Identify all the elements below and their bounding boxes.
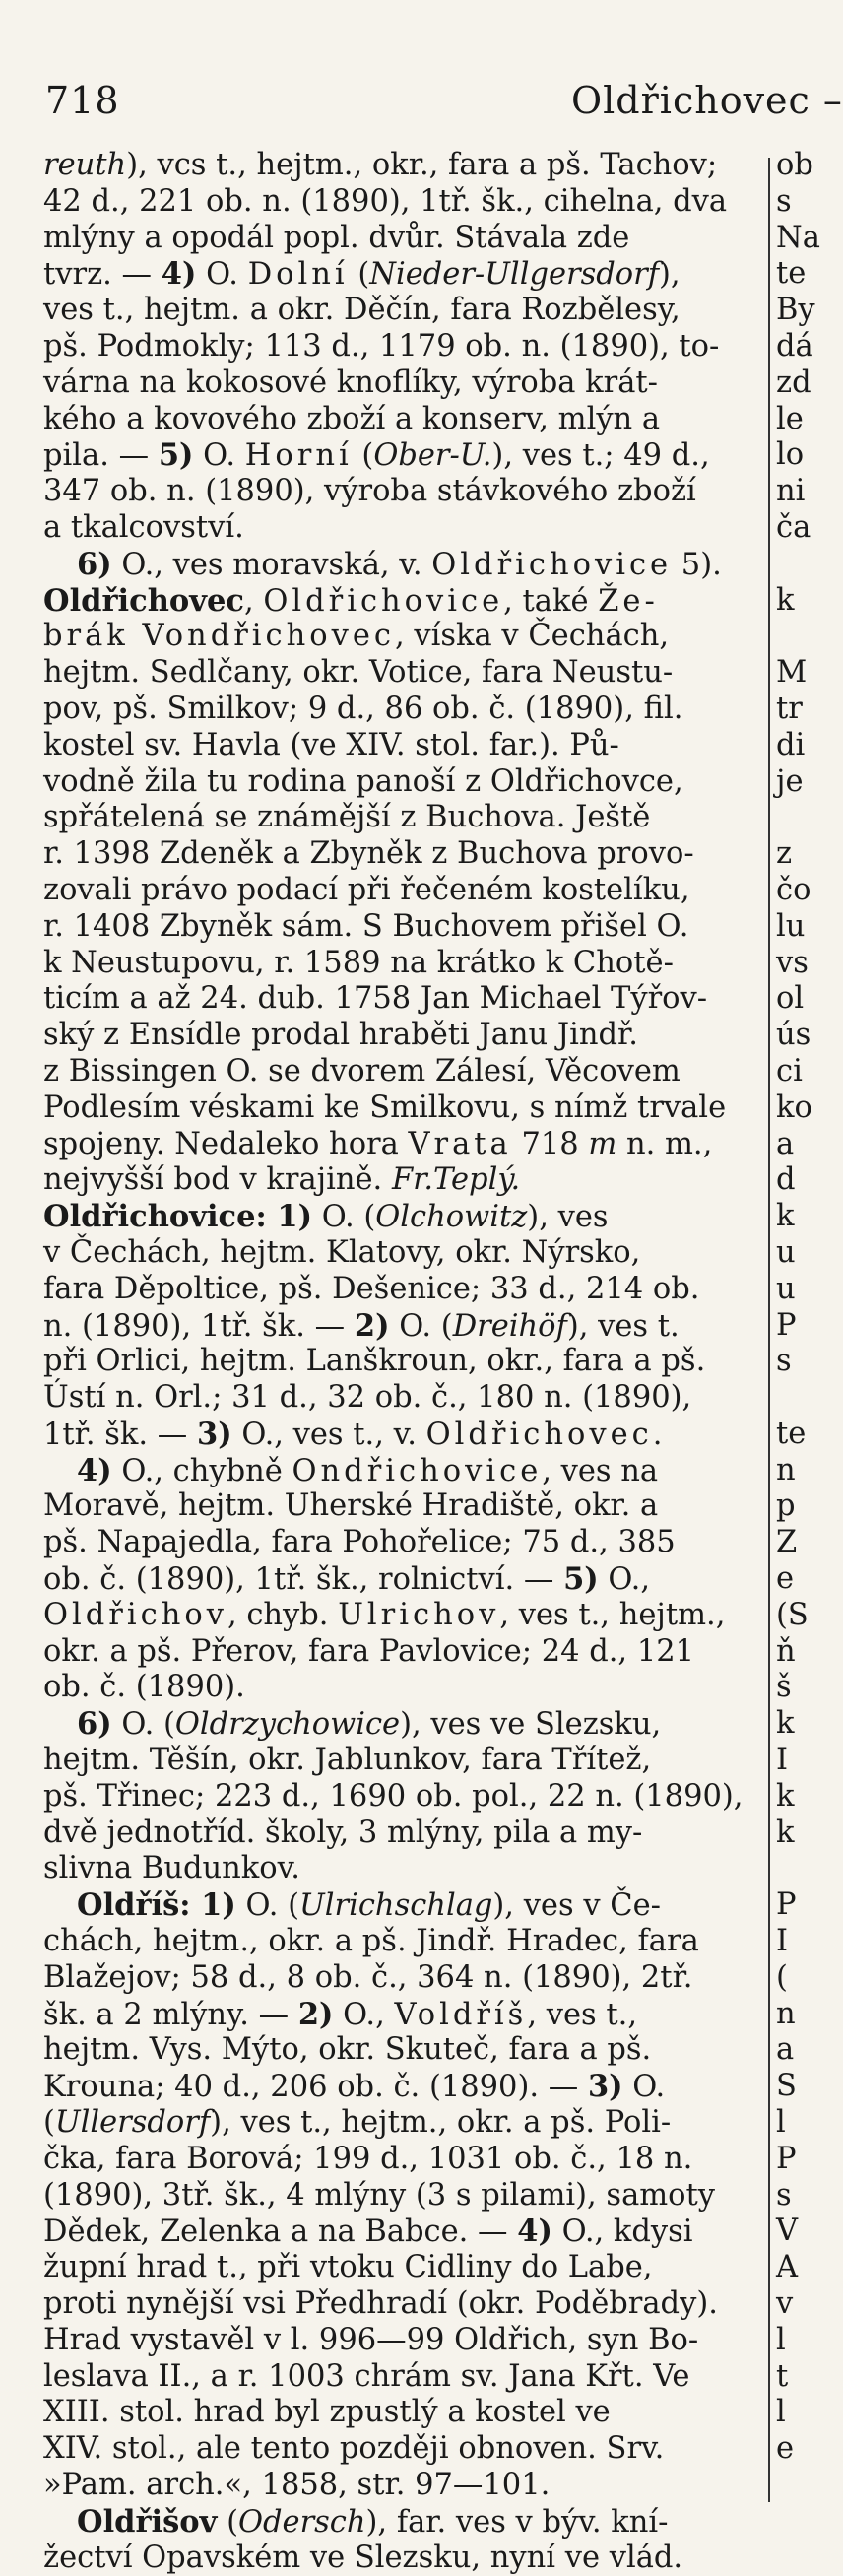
text-segment: , chyb. (227, 1597, 339, 1632)
text-segment: 3) (587, 2069, 623, 2105)
text-line (43, 1598, 760, 1634)
fragment-line: ob (776, 148, 813, 182)
text-line (43, 909, 760, 946)
fragment-line: p (776, 1488, 796, 1524)
text-line (43, 2142, 760, 2178)
fragment-line: ni (776, 474, 806, 509)
text-line (43, 2069, 760, 2105)
text-segment: v Čechách, hejtm. Klatovy, okr. Nýrsko, (43, 1234, 641, 1270)
text-segment: Oldrzychowice (174, 1707, 401, 1743)
text-line (43, 1453, 760, 1489)
fragment-line: ň (776, 1633, 796, 1669)
text-segment: , také (503, 583, 599, 619)
text-line (43, 800, 760, 836)
fragment-line: s (776, 183, 792, 219)
fragment-line: ús (776, 1018, 811, 1053)
text-segment: župní hrad t., při vtoku Cidliny do Labe, (43, 2250, 653, 2285)
text-segment: 5). (672, 547, 722, 582)
fragment-line: z (776, 836, 793, 872)
text-segment: O., chybně (111, 1453, 292, 1488)
text-segment: »Pam. arch.«, 1858, str. 97—101. (43, 2468, 551, 2502)
fragment-line: čo (776, 872, 811, 907)
text-segment: Blažejov; 58 d., 8 ob. č., 364 n. (1890), 2tř. (43, 1959, 693, 1995)
text-segment: chách, hejtm., okr. a pš. Jindř. Hradec, fara (43, 1924, 699, 1959)
text-line (43, 256, 760, 293)
text-line (43, 1344, 760, 1380)
text-line (43, 2359, 760, 2396)
fragment-line: (S (776, 1597, 809, 1632)
text-line (43, 583, 760, 620)
text-segment: čka, fara Borová; 199 d., 1031 ob. č., 18 n. (43, 2141, 693, 2176)
text-line (43, 692, 760, 728)
text-line (43, 2178, 760, 2214)
text-segment: ), (659, 257, 681, 293)
text-segment: ( (43, 2105, 55, 2141)
text-line (43, 184, 760, 221)
text-segment: Oldřichovec (425, 1417, 653, 1452)
fragment-line: š (776, 1670, 792, 1705)
text-line (43, 873, 760, 909)
text-segment: z Bissingen O. se dvorem Zálesí, Věcovem (43, 1053, 681, 1089)
text-line (43, 2213, 760, 2250)
text-segment: , (243, 583, 264, 619)
text-segment: pov, pš. Smilkov; 9 d., 86 ob. č. (1890), fil. (43, 691, 683, 726)
text-segment: šk. a 2 mlýny. — (43, 1997, 298, 2032)
text-line (43, 1743, 760, 1779)
text-segment: O., (333, 1997, 395, 2032)
text-segment: Voldříš (394, 1997, 528, 2032)
text-segment: pila. — (43, 438, 159, 474)
text-line (43, 1090, 760, 1127)
text-line (43, 619, 760, 655)
text-line (43, 1634, 760, 1671)
text-segment: O., kdysi (551, 2214, 693, 2250)
text-segment: 718 (511, 1126, 589, 1161)
text-segment: 2) (297, 1996, 334, 2032)
text-segment: XIII. stol. hrad byl zpustlý a kostel ve (43, 2395, 611, 2430)
text-segment: O. (196, 257, 248, 293)
text-line (43, 2468, 760, 2504)
fragment-line: je (776, 763, 804, 799)
text-line (43, 2032, 760, 2069)
text-line (43, 655, 760, 692)
text-segment: ), vcs t., hejtm., okr., fara a pš. Tachov; (126, 148, 718, 182)
fragment-line: dá (776, 328, 813, 363)
text-segment: k Neustupovu, r. 1589 na krátko k Chotě- (43, 945, 674, 980)
running-head: Oldřichovec – (571, 79, 843, 122)
fragment-line: ol (776, 981, 805, 1017)
fragment-line: k (776, 1778, 795, 1814)
text-segment: 4) (517, 2213, 552, 2250)
text-segment: várna na kokosové knoflíky, výroba krát- (43, 364, 658, 400)
text-segment: , víska v Čechách, (395, 619, 670, 654)
text-line (43, 1417, 760, 1453)
fragment-line: k (776, 1199, 795, 1234)
text-line (43, 1561, 760, 1598)
fragment-line: Na (776, 220, 820, 255)
text-segment: ( (352, 438, 374, 474)
text-segment: žectví Opavském ve Slezsku, nyní ve vlád. (43, 2540, 683, 2575)
text-segment: n. m., (616, 1126, 713, 1161)
text-segment: hejtm. Vys. Mýto, okr. Skuteč, fara a pš. (43, 2032, 652, 2068)
text-segment: zovali právo podací při řečeném kostelíku, (43, 872, 690, 907)
fragment-line: P (776, 1307, 797, 1343)
text-line (43, 1018, 760, 1054)
text-segment: 347 ob. n. (1890), výroba stávkového zboží (43, 474, 696, 509)
text-segment: Fr.Teplý. (391, 1162, 521, 1198)
text-segment: , ves t., (527, 1997, 638, 2032)
text-line (43, 1199, 760, 1235)
text-segment: pš. Třinec; 223 d., 1690 ob. pol., 22 n. (1890), (43, 1778, 744, 1814)
fragment-line: lu (776, 908, 806, 944)
text-line (43, 1162, 760, 1199)
fragment-line: a (776, 1126, 795, 1161)
text-segment: ( (348, 257, 370, 293)
text-segment: ), ves v Če- (492, 1888, 661, 1924)
text-line (43, 1924, 760, 1960)
fragment-line (776, 547, 811, 583)
text-segment: ob. č. (1890). (43, 1670, 245, 1705)
fragment-line (776, 1851, 811, 1887)
text-segment: ), ves t., hejtm., okr. a pš. Poli- (210, 2105, 672, 2141)
text-segment: 1tř. šk. — (43, 1417, 197, 1452)
fragment-line: zd (776, 364, 811, 400)
text-line (43, 946, 760, 982)
text-segment: Ullersdorf (54, 2105, 211, 2141)
text-line (43, 2286, 760, 2323)
text-line (43, 402, 760, 438)
text-segment: 3) (197, 1416, 232, 1452)
fragment-line: di (776, 727, 806, 762)
text-segment: proti nynější vsi Předhradí (okr. Poděbrady). (43, 2286, 718, 2322)
text-segment: při Orlici, hejtm. Lanškroun, okr., fara a pš. (43, 1344, 706, 1379)
text-segment: Ondřichovice (292, 1453, 543, 1488)
text-segment: r. 1408 Zbyněk sám. S Buchovem přišel O. (43, 908, 689, 944)
text-segment: ský z Ensídle prodal hraběti Janu Jindř. (43, 1018, 638, 1053)
fragment-line: s (776, 2177, 792, 2213)
column-divider (768, 158, 770, 2502)
fragment-line: l (776, 2105, 786, 2141)
text-line (43, 1525, 760, 1561)
text-line (43, 2395, 760, 2431)
text-segment: O., ves t., v. (231, 1417, 426, 1452)
fragment-line: v (776, 2286, 794, 2322)
text-segment: Hrad vystavěl v l. 996—99 Oldřich, syn Bo- (43, 2322, 699, 2357)
fragment-line (776, 619, 811, 655)
page-header (0, 0, 843, 148)
text-segment: okr. a pš. Přerov, fara Pavlovice; 24 d., 121 (43, 1633, 695, 1669)
text-segment: ), ves t. (566, 1308, 680, 1344)
fragment-line: k (776, 1815, 795, 1850)
text-line (43, 1127, 760, 1163)
text-segment: pš. Podmokly; 113 d., 1179 ob. n. (1890), to- (43, 328, 720, 363)
fragment-line: P (776, 2141, 797, 2176)
text-segment: Vrata (408, 1126, 512, 1161)
fragment-line: S (776, 2069, 797, 2104)
text-line (43, 1054, 760, 1090)
text-segment: ), ves ve Slezsku, (400, 1707, 662, 1743)
fragment-line: ci (776, 1053, 803, 1089)
text-segment: spojeny. Nedaleko hora (43, 1126, 409, 1161)
fragment-line: u (776, 1271, 796, 1306)
text-segment: Ústí n. Orl.; 31 d., 32 ob. č., 180 n. (1890), (43, 1380, 692, 1416)
text-line (43, 1779, 760, 1816)
text-line (43, 365, 760, 402)
text-segment: pš. Napajedla, fara Pohořelice; 75 d., 385 (43, 1525, 676, 1560)
text-line (43, 2250, 760, 2286)
text-line (43, 1997, 760, 2033)
right-column-fragment (776, 148, 820, 2468)
text-segment: spřátelená se známější z Buchova. Ještě (43, 800, 651, 835)
text-line (43, 2541, 760, 2576)
text-segment: 42 d., 221 ob. n. (1890), 1tř. šk., cihelna, dva (43, 183, 728, 219)
left-column-text (43, 148, 760, 2576)
text-segment: m (588, 1126, 617, 1161)
text-segment: ves t., hejtm. a okr. Děčín, fara Rozbělesy, (43, 293, 681, 328)
fragment-line: Z (776, 1525, 798, 1560)
text-segment: tvrz. — (43, 257, 162, 293)
fragment-line: I (776, 1924, 789, 1959)
text-segment: Nieder-Ullgersdorf (369, 257, 660, 293)
text-segment: O. ( (389, 1308, 453, 1344)
text-segment: Že- (598, 583, 659, 619)
text-line (43, 2504, 760, 2541)
text-line (43, 1488, 760, 1525)
text-segment: Oldřichovice (263, 583, 504, 619)
text-segment: Dědek, Zelenka a na Babce. — (43, 2214, 518, 2250)
fragment-line: d (776, 1162, 796, 1198)
text-segment: ( (217, 2504, 238, 2540)
text-line (43, 728, 760, 764)
text-segment: slivna Budunkov. (43, 1851, 300, 1886)
text-line (43, 1308, 760, 1345)
text-line (43, 1380, 760, 1417)
fragment-line: M (776, 655, 808, 691)
fragment-line: l (776, 2322, 786, 2357)
text-segment: kého a kovového zboží a konserv, mlýn a (43, 401, 661, 436)
text-segment: O., (598, 1562, 651, 1598)
fragment-line: te (776, 1416, 807, 1451)
fragment-line: A (776, 2250, 799, 2285)
text-segment: leslava II., a r. 1003 chrám sv. Jana Křt. Ve (43, 2358, 690, 2394)
text-segment: r. 1398 Zdeněk a Zbyněk z Buchova provo- (43, 836, 694, 872)
text-line (43, 1670, 760, 1706)
text-segment: nejvyšší bod v krajině. (43, 1162, 392, 1198)
text-line (43, 2323, 760, 2359)
text-segment: O., ves moravská, v. (111, 547, 432, 582)
text-segment: 2) (354, 1307, 390, 1344)
text-line (43, 293, 760, 329)
text-segment: Oldříš: 1) (77, 1887, 236, 1924)
text-segment: Podlesím véskami ke Smilkovu, s nímž trvale (43, 1090, 727, 1125)
fragment-line: t (776, 2358, 789, 2394)
text-segment: dvě jednotříd. školy, 3 mlýny, pila a my- (43, 1815, 643, 1850)
text-segment: Ulrichschlag (299, 1888, 493, 1924)
text-segment: hejtm. Těšín, okr. Jablunkov, fara Třítež, (43, 1743, 652, 1778)
fragment-line (776, 800, 811, 836)
fragment-line: ča (776, 509, 811, 545)
fragment-line: k (776, 1706, 795, 1742)
fragment-line: V (776, 2213, 799, 2249)
fragment-line: a (776, 2032, 795, 2068)
text-segment: ob. č. (1890), 1tř. šk., rolnictví. — (43, 1562, 564, 1598)
text-line (43, 1851, 760, 1887)
text-line (43, 1816, 760, 1852)
fragment-line: n (776, 1452, 796, 1487)
text-segment: 4) (161, 256, 197, 293)
fragment-line: P (776, 1887, 797, 1923)
text-segment: vodně žila tu rodina panoší z Oldřichovce, (43, 763, 683, 799)
fragment-line: e (776, 1561, 795, 1597)
text-segment: Oldřichov (43, 1597, 227, 1632)
text-segment: 5) (158, 437, 194, 474)
text-segment: , ves na (542, 1453, 659, 1488)
text-segment: O. (622, 2070, 666, 2105)
text-line (43, 148, 760, 184)
fragment-line: I (776, 1743, 789, 1778)
text-segment: Moravě, hejtm. Uherské Hradiště, okr. a (43, 1488, 659, 1524)
text-segment: Oldřišov (77, 2503, 218, 2540)
text-line (43, 2431, 760, 2468)
text-segment: O. (193, 438, 245, 474)
text-line (43, 2105, 760, 2142)
text-segment: Ober-U. (373, 438, 492, 474)
text-segment: kostel sv. Havla (ve XIV. stol. far.). Pů- (43, 727, 619, 762)
fragment-line: ko (776, 1090, 812, 1125)
fragment-line: u (776, 1234, 796, 1270)
text-segment: , ves t., hejtm., (499, 1597, 726, 1632)
text-segment: ticím a až 24. dub. 1758 Jan Michael Týřov- (43, 981, 708, 1017)
text-segment: Odersch (237, 2504, 366, 2540)
text-segment: Krouna; 40 d., 206 ob. č. (1890). — (43, 2070, 588, 2105)
text-line (43, 437, 760, 474)
text-segment: 4) (77, 1452, 112, 1488)
text-line (43, 221, 760, 257)
fragment-line: vs (776, 945, 809, 980)
fragment-line: te (776, 256, 807, 292)
text-line (43, 836, 760, 873)
text-line (43, 510, 760, 547)
fragment-line: By (776, 293, 815, 328)
fragment-line: s (776, 1344, 792, 1379)
text-line (43, 1887, 760, 1924)
text-line (43, 1235, 760, 1272)
text-segment: n. (1890), 1tř. šk. — (43, 1308, 355, 1344)
text-segment: Horní (244, 438, 353, 474)
text-segment: mlýny a opodál popl. dvůr. Stávala zde (43, 220, 630, 255)
text-segment: a tkalcovství. (43, 509, 244, 545)
text-segment: XIV. stol., ale tento později obnoven. Srv. (43, 2431, 665, 2467)
text-line (43, 981, 760, 1018)
text-segment: Oldřichovice: 1) (43, 1199, 313, 1235)
fragment-line: k (776, 582, 795, 618)
text-segment: O. ( (235, 1888, 300, 1924)
text-line (43, 474, 760, 510)
text-line (43, 547, 760, 583)
text-segment: Dolní (247, 257, 349, 293)
fragment-line: n (776, 1996, 796, 2031)
text-segment: O. ( (312, 1200, 376, 1235)
text-segment: hejtm. Sedlčany, okr. Votice, fara Neustu- (43, 655, 674, 691)
fragment-line: tr (776, 691, 803, 726)
text-segment: ), far. ves v býv. kní- (365, 2504, 669, 2540)
text-segment: Oldřichovec (43, 582, 244, 619)
text-segment: Oldřichovice (431, 547, 673, 582)
text-segment: 6) (77, 1706, 112, 1743)
text-line (43, 329, 760, 365)
fragment-line: le (776, 401, 804, 436)
text-segment: (1890), 3tř. šk., 4 mlýny (3 s pilami), samoty (43, 2177, 716, 2213)
text-segment: ), ves (527, 1200, 609, 1235)
text-line (43, 1706, 760, 1743)
text-segment: 6) (77, 546, 112, 582)
fragment-line: l (776, 2395, 786, 2430)
text-segment: fara Děpoltice, pš. Dešenice; 33 d., 214 ob. (43, 1271, 700, 1306)
text-segment: brák Vondřichovec (43, 619, 396, 654)
text-segment: O. ( (111, 1707, 175, 1743)
text-line (43, 1272, 760, 1308)
text-segment: 5) (563, 1561, 599, 1598)
text-line (43, 1960, 760, 1997)
fragment-line: lo (776, 437, 805, 473)
text-segment: Olchowitz (375, 1200, 528, 1235)
text-segment: . (652, 1417, 663, 1452)
fragment-line (776, 1380, 811, 1417)
fragment-line: e (776, 2431, 795, 2467)
text-line (43, 764, 760, 801)
text-segment: Ulrichov (338, 1597, 500, 1632)
text-segment: reuth (43, 148, 127, 182)
text-segment: Dreihöf (452, 1308, 567, 1344)
text-segment: ), ves t.; 49 d., (491, 438, 710, 474)
fragment-line: ( (776, 1959, 788, 1995)
page-number: 718 (45, 79, 120, 122)
